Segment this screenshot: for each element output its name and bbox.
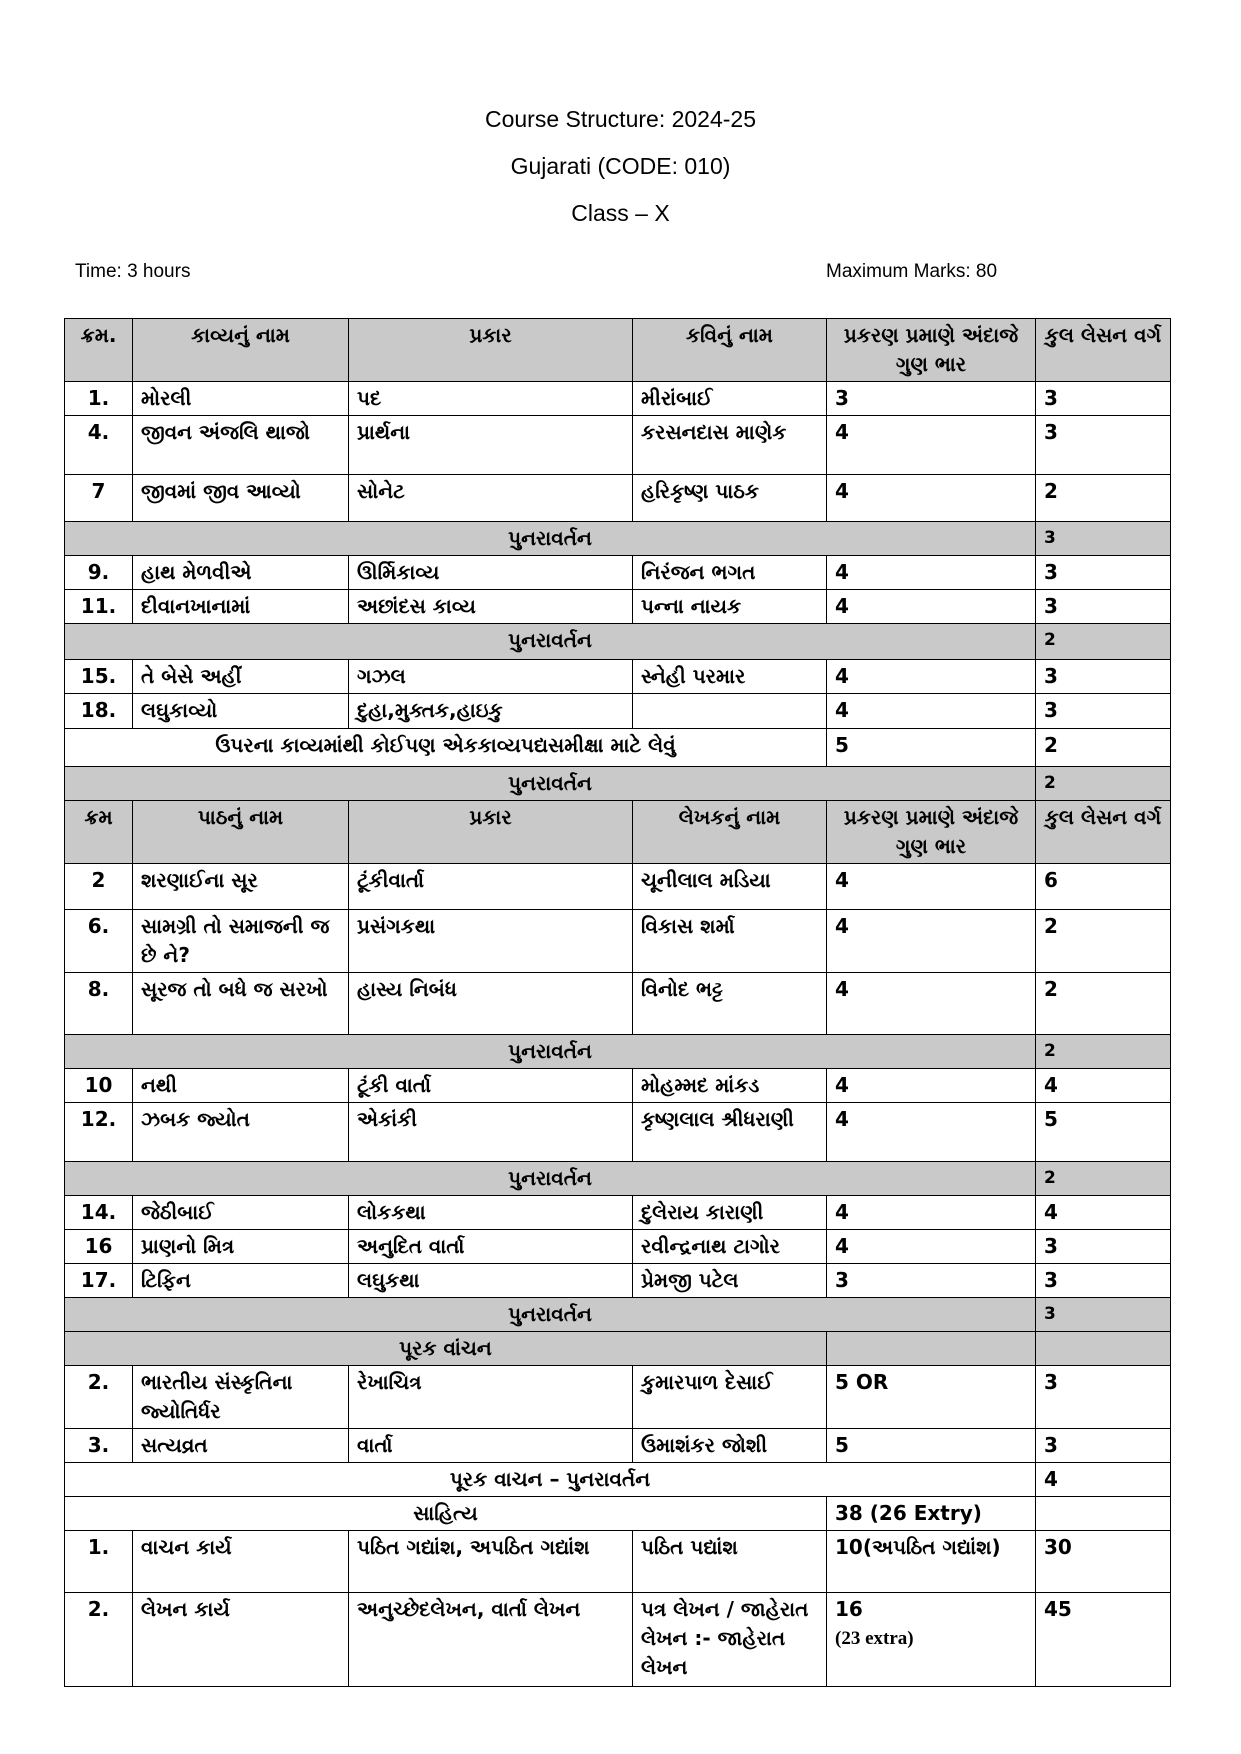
revision-row <box>65 1298 1171 1332</box>
serial-number: 15. <box>65 660 133 694</box>
marks-value: 16 <box>835 1597 863 1621</box>
item-type: ઊર્મિકાવ્ય <box>349 556 633 590</box>
item-author: પઠિત પદ્યાંશ <box>633 1531 827 1593</box>
literature-marks: 38 (26 Extry) <box>827 1497 1036 1531</box>
item-classes: 3 <box>1036 1230 1171 1264</box>
item-author: દુલેરાય કારાણી <box>633 1196 827 1230</box>
item-marks: 4 <box>827 590 1036 624</box>
item-name: મોરલી <box>133 382 349 416</box>
item-type: પ્રાર્થના <box>349 416 633 475</box>
revision-row <box>65 624 1171 660</box>
revision-row <box>65 1162 1171 1196</box>
table-row <box>65 1264 1171 1298</box>
table-row <box>65 1429 1171 1463</box>
item-marks: 4 <box>827 1196 1036 1230</box>
revision-classes: 2 <box>1036 624 1171 660</box>
item-marks: 4 <box>827 910 1036 973</box>
item-author: કુમારપાળ દેસાઈ <box>633 1366 827 1429</box>
item-type: હાસ્ય નિબંધ <box>349 973 633 1035</box>
item-name: ટિફિન <box>133 1264 349 1298</box>
item-name: સૂરજ તો બધે જ સરખો <box>133 973 349 1035</box>
item-author: સ્નેહી પરમાર <box>633 660 827 694</box>
col-type-header: પ્રકાર <box>349 319 633 382</box>
revision-label: પુનરાવર્તન <box>65 1298 1036 1332</box>
supplementary-revision-label: પૂરક વાચન – પુનરાવર્તન <box>65 1463 1036 1497</box>
item-author: કૃષ્ણલાલ શ્રીધરાણી <box>633 1103 827 1162</box>
item-type: રેખાચિત્ર <box>349 1366 633 1429</box>
item-classes: 3 <box>1036 416 1171 475</box>
item-type: પઠિત ગદ્યાંશ, અપઠિત ગદ્યાંશ <box>349 1531 633 1593</box>
appreciation-row <box>65 729 1171 767</box>
col-serial-header: ક્રમ <box>65 801 133 864</box>
serial-number: 14. <box>65 1196 133 1230</box>
revision-classes: 2 <box>1036 767 1171 801</box>
item-type: અનુચ્છેદલેખન, વાર્તા લેખન <box>349 1593 633 1687</box>
item-name: હાથ મેળવીએ <box>133 556 349 590</box>
table-row <box>65 1196 1171 1230</box>
col-classes-header: કુલ લેસન વર્ગ <box>1036 801 1171 864</box>
col-marks-header: પ્રકરણ પ્રમાણે અંદાજે ગુણ ભાર <box>827 319 1036 382</box>
empty-cell <box>1036 1332 1171 1366</box>
item-type: લઘુકથા <box>349 1264 633 1298</box>
item-author: કરસનદાસ માણેક <box>633 416 827 475</box>
appreciation-marks: 5 <box>827 729 1036 767</box>
item-marks: 4 <box>827 556 1036 590</box>
item-type: ટૂંકીવાર્તા <box>349 864 633 910</box>
item-classes: 30 <box>1036 1531 1171 1593</box>
col-title-header: કાવ્યનું નામ <box>133 319 349 382</box>
table-row <box>65 1366 1171 1429</box>
subject-title: Gujarati (CODE: 010) <box>510 153 731 179</box>
literature-classes <box>1036 1497 1171 1531</box>
table-row <box>65 1069 1171 1103</box>
appreciation-text: ઉપરના કાવ્યમાંથી કોઈપણ એકકાવ્યપદ્યસમીક્ષા માટે લેવું <box>65 729 827 767</box>
serial-number: 16 <box>65 1230 133 1264</box>
item-name: જીવન અંજલિ થાજો <box>133 416 349 475</box>
item-name: વાચન કાર્ય <box>133 1531 349 1593</box>
serial-number: 11. <box>65 590 133 624</box>
item-author: પત્ર લેખન / જાહેરાત લેખન :- જાહેરાત લેખન <box>633 1593 827 1687</box>
table-row <box>65 1593 1171 1687</box>
item-name: જીવમાં જીવ આવ્યો <box>133 475 349 522</box>
item-classes: 2 <box>1036 910 1171 973</box>
item-classes: 3 <box>1036 660 1171 694</box>
item-classes: 3 <box>1036 1264 1171 1298</box>
item-author <box>633 694 827 729</box>
table-row <box>65 382 1171 416</box>
item-marks: 4 <box>827 973 1036 1035</box>
course-structure-title: Course Structure: 2024-25 <box>484 106 757 132</box>
serial-number: 8. <box>65 973 133 1035</box>
item-author: મીરાંબાઈ <box>633 382 827 416</box>
item-classes: 3 <box>1036 556 1171 590</box>
item-name: સત્યવ્રત <box>133 1429 349 1463</box>
serial-number: 1. <box>65 1531 133 1593</box>
item-marks: 4 <box>827 694 1036 729</box>
supplementary-label: પૂરક વાંચન <box>65 1332 827 1366</box>
item-author: હરિકૃષ્ણ પાઠક <box>633 475 827 522</box>
serial-number: 10 <box>65 1069 133 1103</box>
item-author: મોહમ્મદ માંકડ <box>633 1069 827 1103</box>
item-classes: 3 <box>1036 1366 1171 1429</box>
revision-label: પુનરાવર્તન <box>65 1162 1036 1196</box>
item-type: દુહા,મુક્તક,હાઇકુ <box>349 694 633 729</box>
serial-number: 3. <box>65 1429 133 1463</box>
syllabus-table <box>64 318 1171 1687</box>
literature-label: સાહિત્ય <box>65 1497 827 1531</box>
item-marks: 4 <box>827 475 1036 522</box>
class-title: Class – X <box>571 200 670 226</box>
item-author: વિનોદ ભટ્ટ <box>633 973 827 1035</box>
item-author: પ્રેમજી પટેલ <box>633 1264 827 1298</box>
item-classes: 6 <box>1036 864 1171 910</box>
item-type: પ્રસંગકથા <box>349 910 633 973</box>
item-type: અછાંદસ કાવ્ય <box>349 590 633 624</box>
item-name: લેખન કાર્ય <box>133 1593 349 1687</box>
serial-number: 17. <box>65 1264 133 1298</box>
table-row <box>65 590 1171 624</box>
table-row <box>65 1230 1171 1264</box>
header-row <box>65 801 1171 864</box>
empty-cell <box>827 1332 1036 1366</box>
item-marks: 4 <box>827 1069 1036 1103</box>
item-author: નિરંજન ભગત <box>633 556 827 590</box>
serial-number: 7 <box>65 475 133 522</box>
item-author: પન્ના નાયક <box>633 590 827 624</box>
item-classes: 3 <box>1036 694 1171 729</box>
revision-classes: 2 <box>1036 1035 1171 1069</box>
serial-number: 18. <box>65 694 133 729</box>
revision-label: પુનરાવર્તન <box>65 624 1036 660</box>
serial-number: 4. <box>65 416 133 475</box>
item-classes: 4 <box>1036 1069 1171 1103</box>
header-row <box>65 319 1171 382</box>
time-label: Time: 3 hours <box>75 261 191 282</box>
revision-row <box>65 522 1171 556</box>
item-name: પ્રાણનો મિત્ર <box>133 1230 349 1264</box>
syllabus-table-body <box>65 319 1171 1687</box>
table-row <box>65 864 1171 910</box>
table-row <box>65 694 1171 729</box>
item-classes: 45 <box>1036 1593 1171 1687</box>
table-row <box>65 556 1171 590</box>
appreciation-classes: 2 <box>1036 729 1171 767</box>
item-name: સામગ્રી તો સમાજની જ છે ને? <box>133 910 349 973</box>
serial-number: 6. <box>65 910 133 973</box>
table-row <box>65 660 1171 694</box>
item-marks: 4 <box>827 416 1036 475</box>
table-row <box>65 1103 1171 1162</box>
revision-label: પુનરાવર્તન <box>65 767 1036 801</box>
revision-label: પુનરાવર્તન <box>65 522 1036 556</box>
col-marks-header: પ્રકરણ પ્રમાણે અંદાજે ગુણ ભાર <box>827 801 1036 864</box>
max-marks-label: Maximum Marks: 80 <box>826 261 998 282</box>
item-marks: 4 <box>827 864 1036 910</box>
literature-row <box>65 1497 1171 1531</box>
col-type-header: પ્રકાર <box>349 801 633 864</box>
item-type: ટૂંકી વાર્તા <box>349 1069 633 1103</box>
revision-classes: 3 <box>1036 522 1171 556</box>
item-marks: 3 <box>827 1264 1036 1298</box>
item-marks: 4 <box>827 1230 1036 1264</box>
serial-number: 1. <box>65 382 133 416</box>
item-type: એકાંકી <box>349 1103 633 1162</box>
table-row <box>65 416 1171 475</box>
item-classes: 2 <box>1036 475 1171 522</box>
serial-number: 12. <box>65 1103 133 1162</box>
item-classes: 3 <box>1036 1429 1171 1463</box>
item-classes: 4 <box>1036 1196 1171 1230</box>
col-author-header: લેખકનું નામ <box>633 801 827 864</box>
item-name: દીવાનખાનામાં <box>133 590 349 624</box>
table-row <box>65 973 1171 1035</box>
item-marks: 5 <box>827 1429 1036 1463</box>
item-type: અનુદિત વાર્તા <box>349 1230 633 1264</box>
serial-number: 2. <box>65 1366 133 1429</box>
item-name: લઘુકાવ્યો <box>133 694 349 729</box>
item-classes: 3 <box>1036 382 1171 416</box>
table-row <box>65 910 1171 973</box>
revision-label: પુનરાવર્તન <box>65 1035 1036 1069</box>
table-row <box>65 475 1171 522</box>
item-marks: 4 <box>827 660 1036 694</box>
item-classes: 5 <box>1036 1103 1171 1162</box>
serial-number: 2. <box>65 1593 133 1687</box>
item-marks: 3 <box>827 382 1036 416</box>
item-type: પદ <box>349 382 633 416</box>
supplementary-revision-row <box>65 1463 1171 1497</box>
item-name: જેઠીબાઈ <box>133 1196 349 1230</box>
item-marks: 10(અપઠિત ગદ્યાંશ) <box>827 1531 1036 1593</box>
item-name: તે બેસે અહીં <box>133 660 349 694</box>
item-author: વિકાસ શર્મા <box>633 910 827 973</box>
item-type: સોનેટ <box>349 475 633 522</box>
marks-extra-note: (23 extra) <box>835 1628 914 1649</box>
col-classes-header: કુલ લેસન વર્ગ <box>1036 319 1171 382</box>
serial-number: 2 <box>65 864 133 910</box>
revision-row <box>65 767 1171 801</box>
item-type: ગઝલ <box>349 660 633 694</box>
item-classes: 2 <box>1036 973 1171 1035</box>
item-name: ભારતીય સંસ્કૃતિના જ્યોતિર્ધર <box>133 1366 349 1429</box>
supplementary-revision-classes: 4 <box>1036 1463 1171 1497</box>
item-author: રવીન્દ્રનાથ ટાગોર <box>633 1230 827 1264</box>
item-author: ઉમાશંકર જોશી <box>633 1429 827 1463</box>
item-author: ચૂનીલાલ મડિયા <box>633 864 827 910</box>
table-row <box>65 1531 1171 1593</box>
item-marks <box>827 1593 1036 1687</box>
col-serial-header: ક્રમ. <box>65 319 133 382</box>
item-classes: 3 <box>1036 590 1171 624</box>
col-author-header: કવિનું નામ <box>633 319 827 382</box>
supplementary-label-row <box>65 1332 1171 1366</box>
revision-classes: 3 <box>1036 1298 1171 1332</box>
col-title-header: પાઠનું નામ <box>133 801 349 864</box>
item-name: ઝબક જ્યોત <box>133 1103 349 1162</box>
item-type: વાર્તા <box>349 1429 633 1463</box>
item-name: શરણાઈના સૂર <box>133 864 349 910</box>
item-name: નથી <box>133 1069 349 1103</box>
item-marks: 4 <box>827 1103 1036 1162</box>
revision-classes: 2 <box>1036 1162 1171 1196</box>
serial-number: 9. <box>65 556 133 590</box>
revision-row <box>65 1035 1171 1069</box>
item-type: લોકકથા <box>349 1196 633 1230</box>
item-marks: 5 OR <box>827 1366 1036 1429</box>
